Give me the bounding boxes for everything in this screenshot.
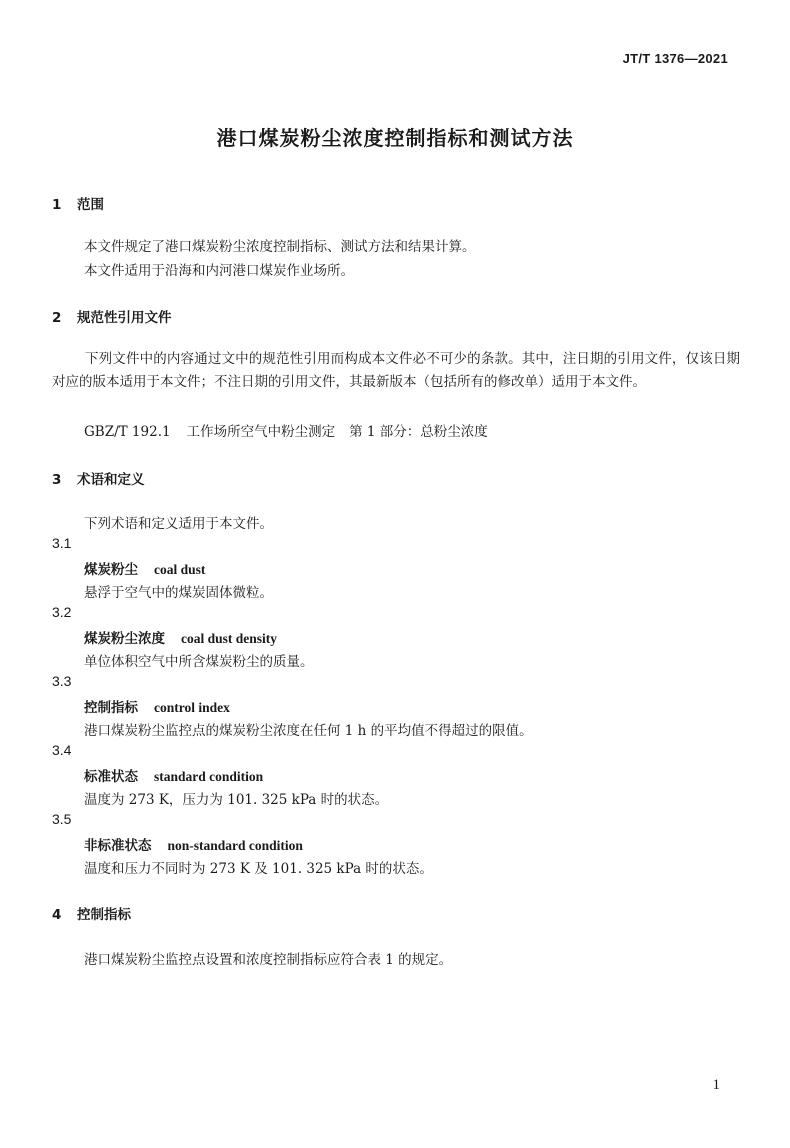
term-zh: 煤炭粉尘 [84,562,138,578]
section-title: 术语和定义 [77,472,145,488]
paragraph: 本文件适用于沿海和内河港口煤炭作业场所。 [84,263,354,279]
section-title: 规范性引用文件 [77,310,172,326]
section-4-heading [52,903,131,923]
term-entry [84,558,205,578]
section-1-heading [52,193,104,213]
reference-code: GBZ/T 192.1 [84,424,171,440]
term-en: standard condition [154,769,264,784]
term-zh: 煤炭粉尘浓度 [84,631,165,647]
term-definition: 温度为 273 K，压力为 101. 325 kPa 时的状态。 [84,792,389,808]
paragraph: 下列术语和定义适用于本文件。 [84,516,273,532]
clause-number: 3.3 [52,673,72,689]
term-definition: 港口煤炭粉尘监控点的煤炭粉尘浓度在任何 1 h 的平均值不得超过的限值。 [84,723,533,739]
term-zh: 控制指标 [84,700,138,716]
paragraph: 下列文件中的内容通过文中的规范性引用而构成本文件必不可少的条款。其中，注日期的引用文件，仅该日期对应的版本适用于本文件；不注日期的引用文件，其最新版本（包括所有的修改单）适用于本文件。 [52,351,740,390]
section-number: 1 [52,197,62,213]
section-title: 范围 [77,197,104,213]
term-entry [84,765,263,785]
paragraph: 本文件规定了港口煤炭粉尘浓度控制指标、测试方法和结果计算。 [84,239,476,255]
term-entry [84,627,277,647]
section-number: 3 [52,472,62,488]
term-en: coal dust [154,562,206,577]
section-2-heading [52,306,172,326]
term-definition: 悬浮于空气中的煤炭固体微粒。 [84,585,273,601]
section-3-heading [52,468,145,488]
reference-title-b: 第 1 部分：总粉尘浓度 [349,424,488,440]
term-en: non-standard condition [167,838,303,853]
term-entry [84,834,303,854]
standard-code: JT/T 1376—2021 [622,51,728,66]
term-zh: 非标准状态 [84,838,152,854]
document-title: 港口煤炭粉尘浓度控制指标和测试方法 [216,126,574,150]
term-definition: 单位体积空气中所含煤炭粉尘的质量。 [84,654,314,670]
page-number: 1 [712,1077,720,1093]
clause-number: 3.5 [52,811,72,827]
term-definition: 温度和压力不同时为 273 K 及 101. 325 kPa 时的状态。 [84,861,433,877]
section-title: 控制指标 [77,907,131,923]
section-number: 2 [52,310,62,326]
term-en: coal dust density [181,631,278,646]
clause-number: 3.1 [52,535,72,551]
term-zh: 标准状态 [84,769,138,785]
clause-number: 3.4 [52,742,72,758]
term-en: control index [154,700,230,715]
term-entry [84,696,230,716]
normative-reference [84,420,488,440]
reference-title-a: 工作场所空气中粉尘测定 [186,424,336,440]
section-number: 4 [52,907,62,923]
clause-number: 3.2 [52,604,72,620]
paragraph: 港口煤炭粉尘监控点设置和浓度控制指标应符合表 1 的规定。 [84,952,453,968]
